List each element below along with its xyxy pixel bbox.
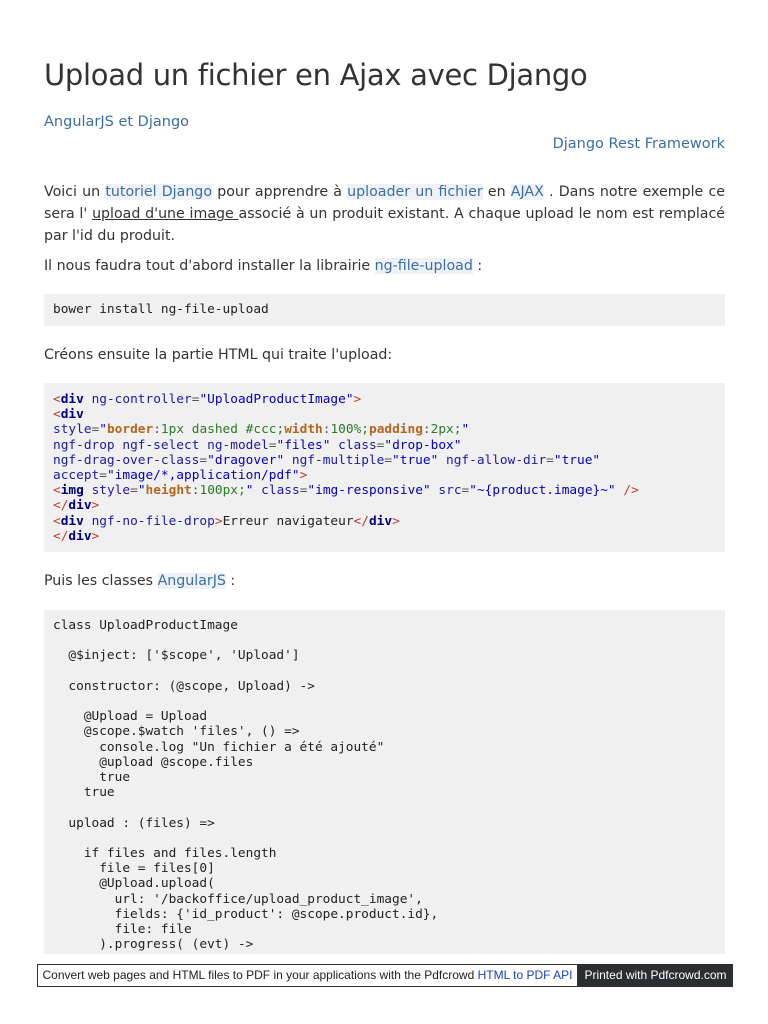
page-title: Upload un fichier en Ajax avec Django xyxy=(44,58,588,92)
classes-paragraph xyxy=(44,570,725,592)
next-article-link[interactable]: Django Rest Framework xyxy=(552,136,725,152)
upload-image-link[interactable]: upload d'une image xyxy=(92,206,239,222)
prev-article-link[interactable]: AngularJS et Django xyxy=(44,114,190,130)
classes-text: Puis les classes xyxy=(44,573,158,589)
footer-text: Convert web pages and HTML files to PDF in your applications with the Pdfcrowd xyxy=(42,968,478,982)
html-paragraph: Créons ensuite la partie HTML qui traite l'upload: xyxy=(44,347,393,363)
intro-text: en xyxy=(482,184,511,200)
html-to-pdf-api-link[interactable]: HTML to PDF API xyxy=(477,968,573,982)
intro-text: . Dans notre exemple ce sera l' xyxy=(44,184,725,222)
intro-text: pour apprendre à xyxy=(212,184,348,200)
code-block-html: <div ng-controller="UploadProductImage"> <div style="border:1px dashed #ccc;width:100%;padding:2px;" ngf-drop ngf-select ng-model="files" class="drop-box" ngf-drag-over-class="dragover" ngf-multiple="true" ngf-allow-dir="true" accept="image/*,application/pdf"> <img style="height:100px;" class="img-responsive" src="~{product.image}~" /> </div> <div ngf-no-file-drop>Erreur navigateur</div> </div> xyxy=(44,383,725,552)
tutoriel-django-link[interactable]: tutoriel Django xyxy=(105,184,212,200)
ajax-link[interactable]: AJAX xyxy=(510,184,544,200)
uploader-fichier-link[interactable]: uploader un fichier xyxy=(347,184,483,200)
footer-printed-badge[interactable]: Printed with Pdfcrowd.com xyxy=(578,964,733,987)
code-block-install: bower install ng-file-upload xyxy=(44,294,725,326)
install-paragraph xyxy=(44,255,725,277)
intro-paragraph xyxy=(44,181,725,247)
install-text: : xyxy=(472,258,483,274)
code-block-coffee: class UploadProductImage @$inject: ['$scope', 'Upload'] constructor: (@scope, Upload) -> @Upload = Upload @scope.$watch 'files', () => console.log "Un fichier a été ajouté" @upload @scope.files true true upload : (files) => if files and files.length file = files[0] @Upload.upload( url: '/backoffice/upload_product_image', fields: {'id_product': @scope.product.id}, file: file ).progress( (evt) -> xyxy=(44,610,725,954)
footer-convert-banner xyxy=(37,964,578,987)
intro-text: Voici un xyxy=(44,184,106,200)
ng-file-upload-link[interactable]: ng-file-upload xyxy=(374,258,473,274)
install-text: Il nous faudra tout d'abord installer la librairie xyxy=(44,258,375,274)
angularjs-link[interactable]: AngularJS xyxy=(157,573,226,589)
classes-text: : xyxy=(225,573,236,589)
pdfcrowd-footer xyxy=(37,964,733,987)
intro-text: associé à un produit existant. A chaque upload le nom est remplacé par l'id du produit. xyxy=(44,206,725,244)
